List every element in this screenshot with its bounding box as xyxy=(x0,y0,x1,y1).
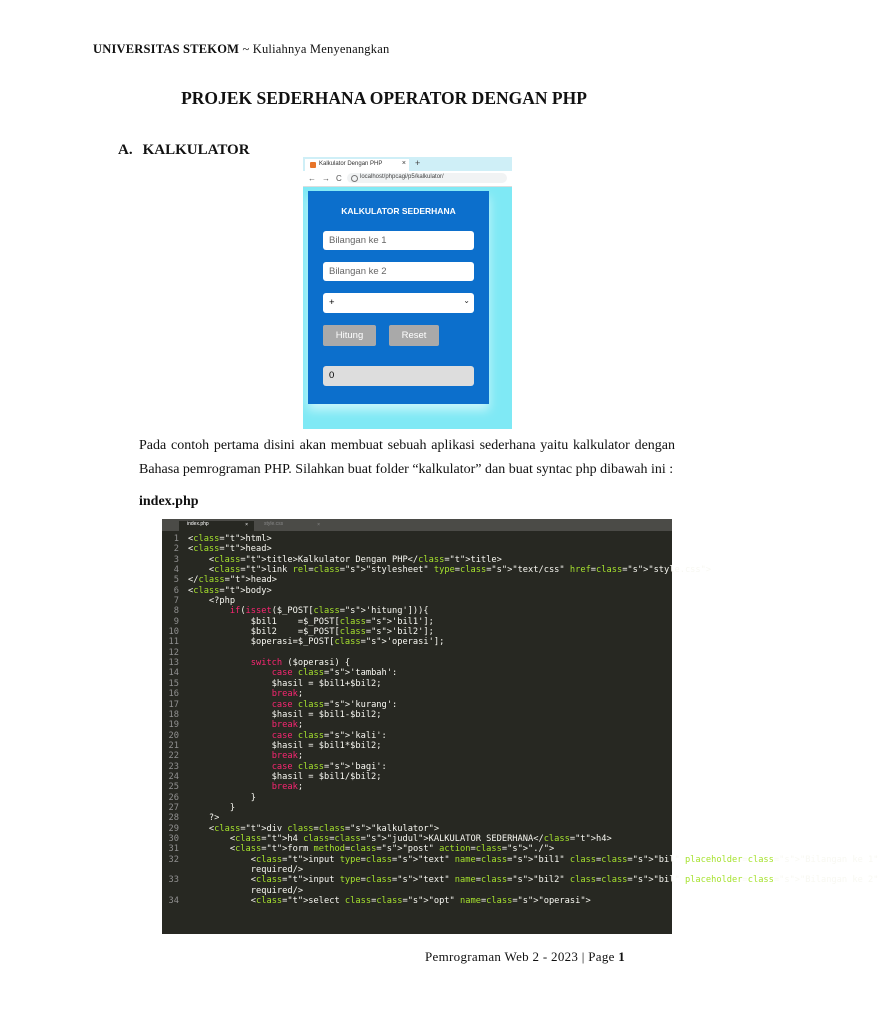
line-code: required/> xyxy=(188,885,304,896)
code-line xyxy=(162,689,672,699)
close-icon: × xyxy=(245,522,248,528)
line-code: <class="t">select class=class="s">"opt" name=class="s">"operasi"> xyxy=(188,896,591,907)
code-line xyxy=(162,710,672,720)
new-tab-icon: + xyxy=(415,158,421,168)
line-number: 17 xyxy=(168,699,179,710)
line-code: $hasil = $bil1-$bil2; xyxy=(188,709,382,720)
line-number: 19 xyxy=(168,720,179,731)
line-number: 31 xyxy=(168,844,179,855)
line-number: 27 xyxy=(168,802,179,813)
page-title: PROJEK SEDERHANA OPERATOR DENGAN PHP xyxy=(181,88,587,108)
section-letter: A. xyxy=(118,142,133,158)
line-code: break; xyxy=(271,782,304,793)
line-code: <class="t">form method=class="s">"post" action=class="s">"./"> xyxy=(188,844,555,855)
line-code: case class="s">'tambah': xyxy=(271,668,398,679)
chevron-down-icon: ⌄ xyxy=(463,296,470,305)
code-line xyxy=(162,637,672,647)
code-line xyxy=(162,596,672,606)
line-number: 21 xyxy=(168,740,179,751)
line-code: <class="t">input type=class="s">"text" name=class="s">"bil2" class=class="s">"bil" placeholder=class="s">"Bilangan ke 2" xyxy=(188,875,879,886)
line-code: <class="t">div class=class="s">"kalkulator"> xyxy=(188,823,440,834)
line-number: 25 xyxy=(168,782,179,793)
operator-value: + xyxy=(329,297,335,308)
browser-tab-title: Kalkulator Dengan PHP xyxy=(319,161,383,167)
line-code: break; xyxy=(271,751,304,762)
code-line xyxy=(162,741,672,751)
browser-tab xyxy=(305,159,409,171)
line-number: 7 xyxy=(173,596,179,607)
line-number: 8 xyxy=(173,606,179,617)
section-heading xyxy=(118,142,260,159)
line-code: case class="s">'kurang': xyxy=(271,699,398,710)
code-line xyxy=(162,813,672,823)
line-number: 1 xyxy=(173,534,179,544)
line-number: 6 xyxy=(173,585,179,596)
line-code: <class="t">h4 class=class="s">"judul">KALKULATOR SEDERHANA</class="t">h4> xyxy=(188,833,612,844)
code-line xyxy=(162,793,672,803)
line-number: 14 xyxy=(168,668,179,679)
page-footer xyxy=(425,949,625,965)
code-line xyxy=(162,854,879,865)
code-line xyxy=(162,648,672,658)
code-line xyxy=(162,865,672,875)
code-line xyxy=(162,896,672,906)
line-code: </class="t">head> xyxy=(188,575,277,586)
line-code: case class="s">'kali': xyxy=(271,730,387,741)
line-number: 29 xyxy=(168,823,179,834)
line-number: 20 xyxy=(168,730,179,741)
line-code: $hasil = $bil1*$bil2; xyxy=(188,740,382,751)
line-number: 30 xyxy=(168,833,179,844)
code-line xyxy=(162,700,672,710)
line-code: switch ($operasi) { xyxy=(250,658,351,669)
line-code: $operasi=$_POST[class="s">'operasi']; xyxy=(188,637,445,648)
code-line xyxy=(162,555,672,565)
line-code: } xyxy=(188,802,236,813)
line-code: $bil1 =$_POST[class="s">'bil1']; xyxy=(188,616,434,627)
line-code: ?> xyxy=(188,813,220,824)
code-line xyxy=(162,782,672,792)
section-name: KALKULATOR xyxy=(142,142,250,158)
calculator-heading: KALKULATOR SEDERHANA xyxy=(341,206,456,216)
line-number: 34 xyxy=(168,896,179,907)
code-line xyxy=(162,731,672,741)
line-code: <class="t">html> xyxy=(188,534,272,544)
line-number: 5 xyxy=(173,575,179,586)
line-code: <class="t">link rel=class="s">"stylesheet" type=class="s">"text/css" href=class="s">"style.css"> xyxy=(188,565,712,576)
bilangan2-input: Bilangan ke 2 xyxy=(323,262,474,281)
code-line xyxy=(162,772,672,782)
editor-tabbar xyxy=(162,519,672,531)
editor-tab-index xyxy=(179,521,254,531)
close-icon: × xyxy=(317,522,320,528)
editor-tab-label: style.css xyxy=(264,521,284,527)
operator-select xyxy=(323,293,474,313)
line-number: 32 xyxy=(168,854,179,865)
line-number: 24 xyxy=(168,771,179,782)
line-number: 23 xyxy=(168,761,179,772)
line-code: $hasil = $bil1+$bil2; xyxy=(188,678,382,689)
code-line xyxy=(162,844,672,854)
line-code: if(isset($_POST[class="s">'hitung'])){ xyxy=(229,606,429,617)
code-line xyxy=(162,534,672,544)
code-line xyxy=(162,886,672,896)
back-icon: ← xyxy=(308,174,316,183)
code-line xyxy=(162,575,672,585)
calculator-card xyxy=(308,191,489,404)
tagline: ~ Kuliahnya Menyenangkan xyxy=(239,42,390,56)
page-number: 1 xyxy=(618,949,626,964)
code-line xyxy=(162,617,672,627)
line-code: <?php xyxy=(188,596,236,607)
code-line xyxy=(162,668,672,678)
line-code: <class="t">head> xyxy=(188,544,272,555)
code-line xyxy=(162,658,672,668)
line-number: 18 xyxy=(168,709,179,720)
editor-tab-style xyxy=(256,521,326,531)
code-line xyxy=(162,586,672,596)
result-output: 0 xyxy=(323,366,474,386)
code-line xyxy=(162,834,672,844)
browser-urlbar xyxy=(303,171,512,187)
reset-button: Reset xyxy=(389,325,439,346)
code-line xyxy=(162,544,672,554)
code-line xyxy=(162,762,672,772)
favicon-icon xyxy=(310,162,316,168)
line-number: 11 xyxy=(168,637,179,648)
filename-label: index.php xyxy=(139,494,199,509)
line-number: 12 xyxy=(168,647,179,658)
reload-icon: C xyxy=(336,174,342,183)
code-line xyxy=(162,751,672,761)
bilangan1-input: Bilangan ke 1 xyxy=(323,231,474,250)
info-icon xyxy=(351,175,358,182)
line-code: $bil2 =$_POST[class="s">'bil2']; xyxy=(188,627,434,638)
line-code: case class="s">'bagi': xyxy=(271,761,387,772)
line-code: <class="t">input type=class="s">"text" name=class="s">"bil1" class=class="s">"bil" placeholder=class="s">"Bilangan ke 1" xyxy=(188,854,879,865)
line-code: $hasil = $bil1/$bil2; xyxy=(188,771,382,782)
line-number: 13 xyxy=(168,658,179,669)
code-line xyxy=(162,720,672,730)
page-header xyxy=(93,42,389,57)
code-line xyxy=(162,875,879,886)
code-editor-screenshot xyxy=(162,519,879,934)
browser-screenshot xyxy=(303,157,512,429)
close-icon: × xyxy=(401,160,406,167)
institution-name: UNIVERSITAS STEKOM xyxy=(93,42,240,56)
code-line xyxy=(162,824,672,834)
line-code: break; xyxy=(271,720,304,731)
code-lines xyxy=(162,534,879,907)
description-paragraph: Pada contoh pertama disini akan membuat sebuah aplikasi sederhana yaitu kalkulator dengan Bahasa pemrograman PHP. Silahkan buat folder “kalkulator” dan buat syntac php dibawah ini : xyxy=(139,438,675,477)
line-number: 15 xyxy=(168,678,179,689)
hitung-button: Hitung xyxy=(323,325,376,346)
line-code: <class="t">title>Kalkulator Dengan PHP</class="t">title> xyxy=(188,554,502,565)
browser-tabbar xyxy=(303,157,512,171)
footer-text: Pemrograman Web 2 - 2023 | Page xyxy=(425,949,619,964)
code-line xyxy=(162,606,672,616)
code-line xyxy=(162,627,672,637)
forward-icon: → xyxy=(322,174,330,183)
line-code: break; xyxy=(271,689,304,700)
address-bar xyxy=(347,173,507,183)
url-text: localhost/phpcagi/p5/kalkulator/ xyxy=(360,174,444,180)
line-code: } xyxy=(188,792,256,803)
line-number: 28 xyxy=(168,813,179,824)
line-number: 33 xyxy=(168,875,179,886)
code-line xyxy=(162,565,712,576)
line-code: <class="t">body> xyxy=(188,585,272,596)
editor-tab-label: index.php xyxy=(187,521,209,527)
line-number: 4 xyxy=(173,565,179,576)
line-number: 10 xyxy=(168,627,179,638)
line-number: 22 xyxy=(168,751,179,762)
line-number: 3 xyxy=(173,554,179,565)
line-number: 26 xyxy=(168,792,179,803)
line-number: 2 xyxy=(173,544,179,555)
code-line xyxy=(162,803,672,813)
line-number: 16 xyxy=(168,689,179,700)
line-code: required/> xyxy=(188,865,304,875)
line-number: 9 xyxy=(173,616,179,627)
code-line xyxy=(162,679,672,689)
